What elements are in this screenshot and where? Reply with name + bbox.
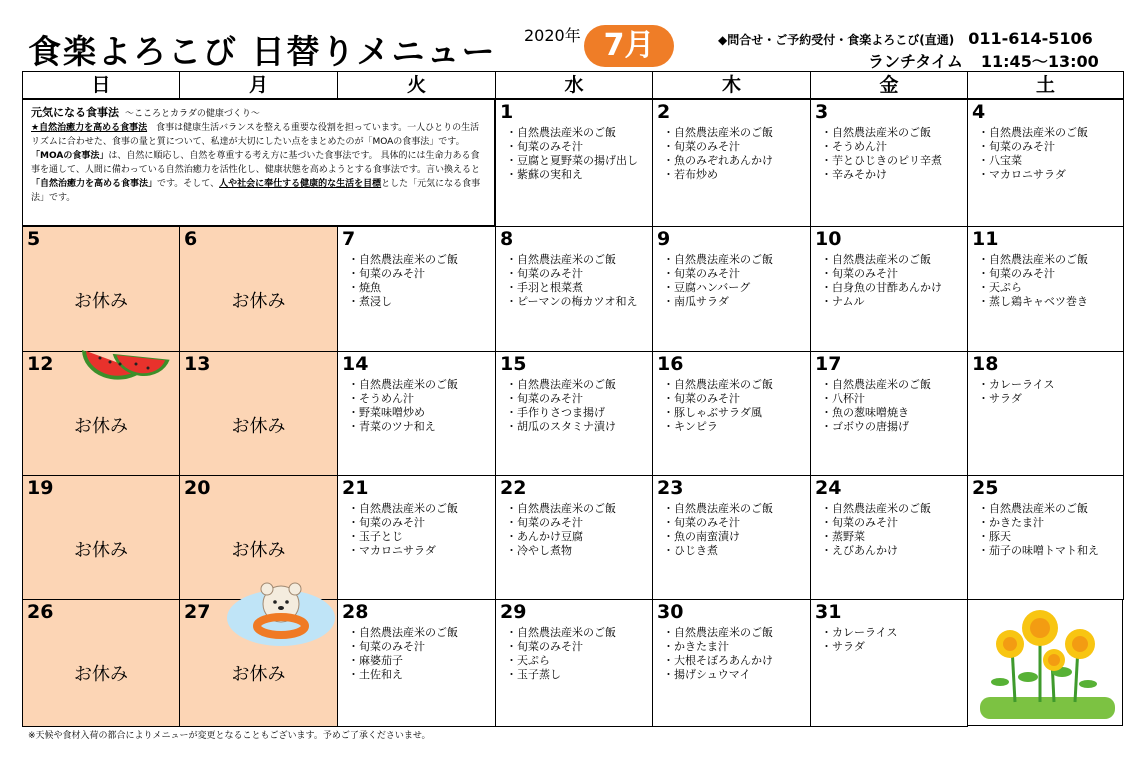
day-number: 5 (27, 228, 41, 250)
day-number: 13 (184, 353, 211, 375)
calendar (22, 71, 1123, 726)
menu-item: ・手作りさつま揚げ (506, 406, 605, 419)
menu-item: ・旬菜のみそ汁 (348, 516, 425, 529)
day-number: 24 (815, 477, 842, 499)
menu-item: ・自然農法産米のご飯 (663, 626, 773, 639)
day-number: 20 (184, 477, 211, 499)
empty-cell-with-sunflowers (967, 599, 1123, 726)
day-number: 28 (342, 601, 369, 623)
menu-day-cell (337, 599, 496, 727)
menu-item: ・煮浸し (348, 295, 392, 308)
menu-item: ・自然農法産米のご飯 (978, 126, 1088, 139)
contact-info (718, 29, 1093, 48)
day-number: 3 (815, 101, 829, 123)
closed-label: お休み (231, 291, 286, 312)
menu-item: ・八宝菜 (978, 154, 1022, 167)
year-label: 2020年 (524, 26, 581, 45)
menu-list (978, 126, 1121, 182)
day-number: 12 (27, 353, 54, 375)
menu-item: ・自然農法産米のご飯 (348, 253, 458, 266)
menu-item: ・自然農法産米のご飯 (978, 253, 1088, 266)
menu-list (506, 253, 650, 309)
menu-list (978, 502, 1121, 558)
day-number: 8 (500, 228, 514, 250)
phone-number[interactable]: 011-614-5106 (968, 29, 1093, 48)
menu-list (978, 253, 1121, 309)
closed-day-cell (179, 351, 338, 476)
menu-item: ・豚天 (978, 530, 1011, 543)
menu-item: ・マカロニサラダ (348, 544, 436, 557)
day-number: 2 (657, 101, 671, 123)
weekday-header (22, 71, 1123, 100)
menu-item: ・ひじき煮 (663, 544, 718, 557)
day-number: 1 (500, 101, 514, 123)
menu-day-cell (652, 99, 811, 227)
menu-list (348, 253, 493, 309)
menu-item: ・マカロニサラダ (978, 168, 1066, 181)
day-number: 11 (972, 228, 999, 250)
menu-day-cell (967, 351, 1124, 476)
menu-item: ・紫蘇の実和え (506, 168, 583, 181)
menu-day-cell (810, 475, 968, 600)
menu-day-cell (967, 99, 1124, 227)
menu-day-cell (495, 475, 653, 600)
day-number: 22 (500, 477, 527, 499)
menu-item: ・自然農法産米のご飯 (506, 378, 616, 391)
day-number: 15 (500, 353, 527, 375)
menu-item: ・辛みそかけ (821, 168, 887, 181)
menu-item: ・茄子の味噌トマト和え (978, 544, 1099, 557)
menu-item: ・豆腐と夏野菜の揚げ出し (506, 154, 638, 167)
lunch-hours (868, 49, 1099, 72)
footer-note: ※天候や食材入荷の都合によりメニューが変更となることもございます。予めご了承くださいませ。 (28, 731, 431, 741)
menu-list (348, 378, 493, 434)
menu-day-cell (495, 351, 653, 476)
closed-label: お休み (231, 416, 286, 437)
menu-item: ・旬菜のみそ汁 (506, 267, 583, 280)
menu-list (348, 626, 493, 682)
bear-swim-ring-image (225, 578, 337, 650)
menu-item: ・かきたま汁 (978, 516, 1044, 529)
menu-item: ・芋とひじきのピリ辛煮 (821, 154, 942, 167)
menu-list (663, 126, 808, 182)
menu-item: ・豆腐ハンバーグ (663, 281, 751, 294)
menu-item: ・魚の葱味噌焼き (821, 406, 909, 419)
menu-day-cell (337, 475, 496, 600)
menu-item: ・自然農法産米のご飯 (348, 502, 458, 515)
menu-item: ・魚の南蛮漬け (663, 530, 740, 543)
sunflowers-image (970, 602, 1120, 723)
menu-item: ・若布炒め (663, 168, 718, 181)
intro-moa: 「MOAの食事法」 (31, 151, 109, 161)
menu-item: ・野菜味噌炒め (348, 406, 425, 419)
menu-item: ・麻婆茄子 (348, 654, 403, 667)
day-number: 7 (342, 228, 356, 250)
menu-list (663, 626, 808, 682)
day-number: 31 (815, 601, 842, 623)
menu-item: ・玉子とじ (348, 530, 403, 543)
closed-day-cell (22, 475, 180, 600)
menu-item: ・豚しゃぶサラダ風 (663, 406, 762, 419)
menu-item: ・ナムル (821, 295, 865, 308)
menu-item: ・ゴボウの唐揚げ (821, 420, 909, 433)
watermelon-image (78, 340, 170, 388)
menu-item: ・大根そぼろあんかけ (663, 654, 773, 667)
menu-item: ・旬菜のみそ汁 (821, 267, 898, 280)
menu-item: ・自然農法産米のご飯 (821, 253, 931, 266)
month-badge: 7月 (584, 25, 674, 67)
menu-item: ・蒸し鶏キャベツ巻き (978, 295, 1088, 308)
day-number: 14 (342, 353, 369, 375)
menu-day-cell (810, 99, 968, 227)
menu-day-cell (652, 351, 811, 476)
intro-paragraph (31, 121, 486, 205)
day-number: 26 (27, 601, 54, 623)
closed-day-cell (22, 226, 180, 352)
menu-item: ・八杯汁 (821, 392, 865, 405)
menu-list (506, 626, 650, 682)
menu-title: 食楽よろこび 日替りメニュー (28, 32, 497, 71)
menu-list (663, 253, 808, 309)
menu-item: ・ピーマンの梅カツオ和え (506, 295, 638, 308)
day-number: 19 (27, 477, 54, 499)
menu-list (506, 378, 650, 434)
day-number: 10 (815, 228, 842, 250)
day-number: 29 (500, 601, 527, 623)
closed-label: お休み (74, 540, 128, 561)
menu-item: ・自然農法産米のご飯 (506, 253, 616, 266)
day-number: 25 (972, 477, 999, 499)
menu-item: ・土佐和え (348, 668, 403, 681)
intro-subheading: 〜こころとカラダの健康づくり〜 (125, 109, 260, 119)
menu-day-cell (810, 351, 968, 476)
menu-item: ・旬菜のみそ汁 (506, 640, 583, 653)
menu-item: ・旬菜のみそ汁 (978, 267, 1055, 280)
menu-list (348, 502, 493, 558)
menu-item: ・白身魚の甘酢あんかけ (821, 281, 942, 294)
menu-day-cell (337, 351, 496, 476)
menu-day-cell (652, 475, 811, 600)
menu-list (821, 253, 965, 309)
menu-list (663, 378, 808, 434)
weekday-header-cell: 日 (22, 71, 180, 99)
menu-item: ・自然農法産米のご飯 (663, 378, 773, 391)
menu-item: ・旬菜のみそ汁 (506, 516, 583, 529)
menu-item: ・自然農法産米のご飯 (506, 626, 616, 639)
weekday-header-cell: 水 (495, 71, 653, 99)
day-number: 9 (657, 228, 671, 250)
menu-item: ・天ぷら (978, 281, 1022, 294)
menu-item: ・南瓜サラダ (663, 295, 729, 308)
menu-day-cell (337, 226, 496, 352)
menu-item: ・旬菜のみそ汁 (506, 140, 583, 153)
menu-item: ・旬菜のみそ汁 (663, 267, 740, 280)
closed-label: お休み (231, 540, 286, 561)
menu-item: ・焼魚 (348, 281, 381, 294)
closed-day-cell (179, 226, 338, 352)
menu-day-cell (495, 226, 653, 352)
menu-item: ・自然農法産米のご飯 (821, 502, 931, 515)
menu-item: ・旬菜のみそ汁 (821, 516, 898, 529)
menu-day-cell (652, 226, 811, 352)
intro-p3-end: とした「元気になる食事法」です。 (31, 179, 481, 203)
menu-item: ・旬菜のみそ汁 (348, 267, 425, 280)
intro-text (23, 100, 494, 211)
lunch-time: 11:45〜13:00 (980, 52, 1099, 71)
menu-list (821, 378, 965, 434)
closed-label: お休み (231, 664, 286, 685)
day-number: 4 (972, 101, 986, 123)
menu-day-cell (810, 599, 968, 727)
menu-item: ・手羽と根菜煮 (506, 281, 583, 294)
menu-list (663, 502, 808, 558)
closed-label: お休み (74, 416, 128, 437)
day-number: 23 (657, 477, 684, 499)
menu-item: ・サラダ (821, 640, 865, 653)
weekday-header-cell: 月 (179, 71, 338, 99)
menu-item: ・あんかけ豆腐 (506, 530, 583, 543)
menu-item: ・旬菜のみそ汁 (978, 140, 1055, 153)
intro-p2-end: です。そして、 (157, 179, 220, 189)
menu-item: ・旬菜のみそ汁 (506, 392, 583, 405)
menu-item: ・青菜のツナ和え (348, 420, 436, 433)
menu-item: ・自然農法産米のご飯 (506, 126, 616, 139)
menu-item: ・自然農法産米のご飯 (506, 502, 616, 515)
sunflower-leaves (991, 667, 1097, 688)
menu-list (506, 502, 650, 558)
sunflower-heads (996, 610, 1095, 671)
day-number: 21 (342, 477, 369, 499)
intro-heading-line (31, 106, 486, 121)
menu-item: ・旬菜のみそ汁 (348, 640, 425, 653)
menu-list (506, 126, 650, 182)
weekday-header-cell: 火 (337, 71, 496, 99)
menu-day-cell (652, 599, 811, 727)
menu-item: ・そうめん汁 (821, 140, 887, 153)
day-number: 17 (815, 353, 842, 375)
closed-label: お休み (74, 664, 128, 685)
lunch-label: ランチタイム (868, 52, 963, 71)
menu-item: ・胡瓜のスタミナ漬け (506, 420, 616, 433)
intro-goal: 人や社会に奉仕する健康的な生活を目標 (219, 179, 382, 189)
menu-item: ・自然農法産米のご飯 (663, 126, 773, 139)
menu-item: ・カレーライス (978, 378, 1055, 391)
menu-item: ・キンピラ (663, 420, 718, 433)
menu-item: ・えびあんかけ (821, 544, 898, 557)
menu-day-cell (495, 99, 653, 227)
weekday-header-cell: 木 (652, 71, 811, 99)
closed-label: お休み (74, 291, 128, 312)
menu-item: ・自然農法産米のご飯 (978, 502, 1088, 515)
contact-label: ◆問合せ・ご予約受付・食楽よろこび(直通) (718, 33, 955, 47)
menu-item: ・旬菜のみそ汁 (663, 392, 740, 405)
menu-day-cell (810, 226, 968, 352)
day-number: 16 (657, 353, 684, 375)
menu-item: ・カレーライス (821, 626, 898, 639)
intro-heading: 元気になる食事法 (31, 106, 119, 119)
day-number: 18 (972, 353, 999, 375)
menu-item: ・そうめん汁 (348, 392, 414, 405)
menu-item: ・サラダ (978, 392, 1022, 405)
menu-list (821, 626, 965, 654)
menu-item: ・かきたま汁 (663, 640, 729, 653)
menu-day-cell (967, 475, 1124, 600)
closed-day-cell (22, 599, 180, 727)
menu-item: ・自然農法産米のご飯 (348, 626, 458, 639)
menu-item: ・冷やし煮物 (506, 544, 572, 557)
menu-item: ・揚げシュウマイ (663, 668, 751, 681)
weekday-header-cell: 金 (810, 71, 968, 99)
menu-item: ・天ぷら (506, 654, 550, 667)
menu-item: ・自然農法産米のご飯 (821, 378, 931, 391)
menu-item: ・旬菜のみそ汁 (663, 516, 740, 529)
menu-item: ・玉子蒸し (506, 668, 561, 681)
menu-item: ・自然農法産米のご飯 (348, 378, 458, 391)
intro-heal: 「自然治癒力を高める食事法」 (31, 179, 158, 189)
weekday-header-cell: 土 (967, 71, 1124, 99)
menu-list (821, 126, 965, 182)
menu-list (821, 502, 965, 558)
day-number: 27 (184, 601, 211, 623)
menu-day-cell (495, 599, 653, 727)
menu-item: ・自然農法産米のご飯 (821, 126, 931, 139)
intro-p2: は、自然に順応し、自然を尊重する考え方に基づいた食事法です。 具体的には生命力ある食事を通して、人間に備わっている自然治癒力を活性化し、健康状態を高めようとする食事法です。言い換えると (31, 151, 481, 175)
day-number: 30 (657, 601, 684, 623)
menu-day-cell (967, 226, 1124, 352)
menu-item: ・魚のみぞれあんかけ (663, 154, 773, 167)
intro-p1: 食事は健康生活バランスを整える重要な役割を担っています。一人ひとりの生活リズムに合わせた、食事の量と質について、私達が大切にしたい点をまとめたのが「MOAの食事法」です。 (31, 123, 480, 147)
day-number: 6 (184, 228, 198, 250)
menu-item: ・蒸野菜 (821, 530, 865, 543)
menu-item: ・自然農法産米のご飯 (663, 253, 773, 266)
menu-item: ・旬菜のみそ汁 (663, 140, 740, 153)
menu-list (978, 378, 1121, 406)
intro-cell (22, 99, 495, 226)
intro-label: ★自然治癒力を高める食事法 (31, 123, 148, 133)
menu-item: ・自然農法産米のご飯 (663, 502, 773, 515)
